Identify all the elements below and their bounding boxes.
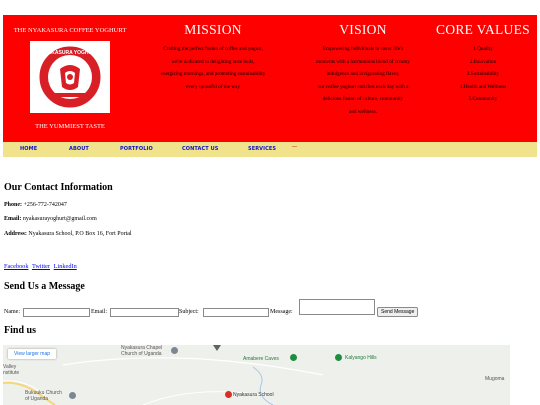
core-value-item: 3.Sustainability <box>466 71 500 78</box>
linkedin-link[interactable]: LinkedIn <box>53 263 77 270</box>
map-place-valley: Valley nstitute <box>3 364 20 376</box>
logo-emblem-icon <box>32 43 108 111</box>
mission-line: every spoonful of the way <box>185 83 241 90</box>
vision-line: moments with a harmonious blend of creamy <box>316 58 410 65</box>
brand-name: THE NYAKASURA COFFEE YOGHURT <box>13 27 127 34</box>
vision-line: indulgence and invigorating flavor, <box>326 71 400 78</box>
school-pin-icon <box>225 391 232 398</box>
email-label: Email: <box>4 216 22 222</box>
phone-label: Phone: <box>4 202 22 208</box>
mission-section <box>143 15 283 93</box>
view-larger-map-link[interactable]: View larger map <box>8 349 56 359</box>
address-label: Address: <box>4 231 27 237</box>
vision-line: Empowering individuals to savor life's <box>322 46 404 52</box>
vision-line: delicious fusion of culture, community <box>322 96 404 103</box>
email-form-label: Email: <box>91 309 107 315</box>
map-place-caves: Amabere Caves <box>243 356 279 362</box>
contact-heading: Our Contact Information <box>4 182 113 193</box>
name-label: Name: <box>4 309 20 315</box>
twitter-link[interactable]: Twitter <box>31 263 51 270</box>
nav-about[interactable]: ABOUT <box>69 146 89 152</box>
vision-title: VISION <box>339 22 387 37</box>
vision-line: and wellness. <box>349 108 377 115</box>
subject-label: Subject: <box>179 309 199 315</box>
core-value-item: 1.Quality <box>473 46 493 52</box>
nav-portfolio[interactable]: PORTFOLIO <box>120 146 153 152</box>
core-value-item: 5.Community <box>468 96 498 103</box>
tagline: THE YUMMIEST TASTE <box>35 123 105 130</box>
nav-services[interactable]: SERVICES <box>248 146 277 152</box>
vision-text <box>288 43 438 119</box>
nav-contact-us[interactable]: CONTACT US <box>182 146 219 152</box>
message-label: Message: <box>270 309 293 315</box>
core-value-item: 4.Health and Wellness <box>459 83 507 90</box>
core-values-section <box>431 15 535 106</box>
social-links <box>4 263 79 270</box>
church-pin-icon <box>171 347 178 354</box>
facebook-link[interactable]: Facebook <box>4 263 29 270</box>
phone-value: +256-772-742047 <box>23 202 67 208</box>
main-nav <box>3 142 537 157</box>
bukuuku-pin-icon <box>69 392 76 399</box>
mission-line: we're dedicated to delighting taste buds, <box>171 58 255 65</box>
name-input[interactable] <box>23 308 90 317</box>
map-place-hills: Kalyango Hills <box>345 355 377 361</box>
nav-home[interactable]: HOME <box>20 146 38 152</box>
email-value: nyakasurayoghurt@gmail.com <box>22 216 97 222</box>
mission-line: Crafting the perfect fusion of coffee and yogurt, <box>163 46 263 52</box>
map-place-mugoma: Mugoma <box>485 376 505 382</box>
mission-text <box>143 43 283 93</box>
contact-email <box>4 216 97 222</box>
map-place-school: Nyakasura School <box>233 392 274 398</box>
find-us-heading: Find us <box>4 325 36 336</box>
vision-section <box>288 15 438 119</box>
contact-phone <box>4 202 67 208</box>
mission-title: MISSION <box>184 22 242 37</box>
cave-pin-icon <box>290 354 297 361</box>
core-value-item: 2.Innovation <box>469 58 497 65</box>
mission-line: energizing mornings, and promoting sustainability <box>160 71 266 78</box>
subject-input[interactable] <box>203 308 269 317</box>
vision-line: our coffee yoghurt enriches each day with a <box>317 83 409 90</box>
core-values-title: CORE VALUES <box>436 22 530 37</box>
address-value: Nyakasura School, P.O Box 16, Fort Portal <box>28 231 132 237</box>
site-header <box>3 15 537 142</box>
hills-pin-icon <box>335 354 342 361</box>
map-place-bukuuku: Bukuuku Church of Uganda <box>25 390 62 402</box>
embedded-map[interactable] <box>3 345 510 405</box>
map-place-chapel: Nyakasura Chapel Church of Uganda <box>121 345 163 357</box>
logo <box>30 41 110 113</box>
nav-extra-mark: — <box>292 145 297 150</box>
email-input[interactable] <box>110 308 179 317</box>
core-values-list <box>431 43 535 106</box>
message-textarea[interactable] <box>299 299 375 315</box>
contact-address <box>4 231 132 237</box>
send-message-button[interactable]: Send Message <box>377 307 418 317</box>
message-heading: Send Us a Message <box>4 281 85 292</box>
logo-text: NYAKASURA YOGHURT <box>41 50 99 56</box>
